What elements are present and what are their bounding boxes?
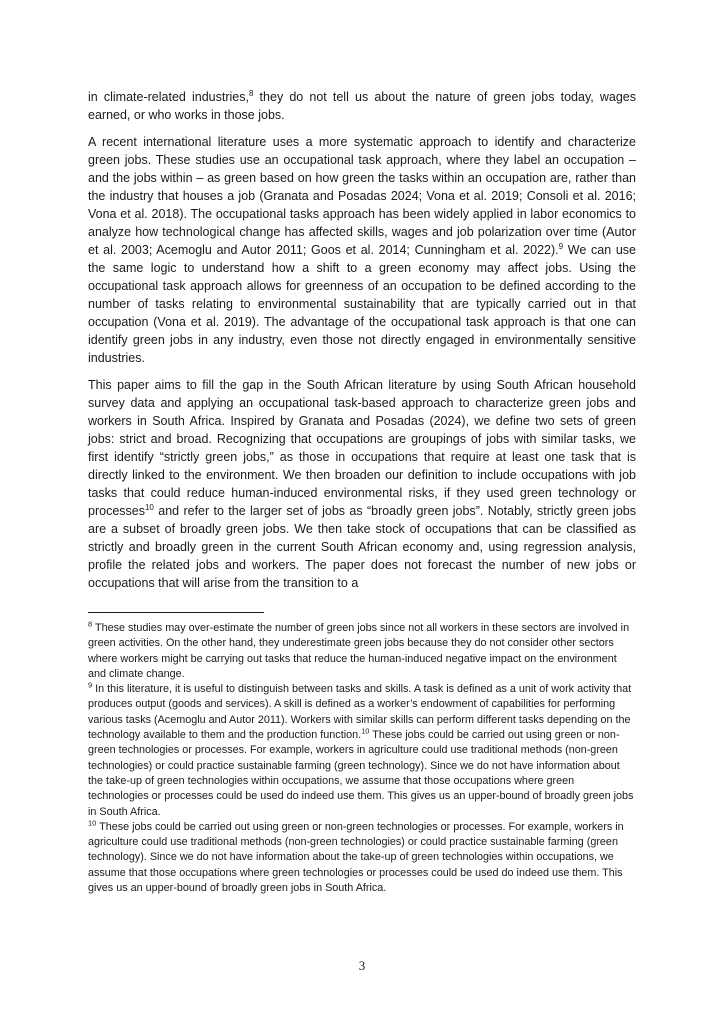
body-paragraph-1 (88, 88, 640, 124)
footnote-ref-9[interactable]: 9 (558, 241, 564, 251)
footnotes (88, 621, 636, 896)
paragraph-text: We can use the same logic to understand how a shift to a green economy may affect jobs. Using the occupational task approach allows for greenness of an occupation to be defined according to the number of tasks relating to environmental sustainability that are typically carried out in that occupation (Vona et al. 2019). The advantage of the occupational task approach is that one can identify green jobs in any industry, even those not directly engaged in environmentally sensitive industries. (88, 243, 640, 365)
footnote-9 (88, 682, 636, 820)
footnote-ref-10: 10 (361, 726, 370, 736)
footnote-number: 10 (88, 818, 97, 828)
body-paragraph-3 (88, 376, 640, 592)
page-number: 3 (358, 958, 366, 973)
paragraph-text: A recent international literature uses a more systematic approach to identify and characterize green jobs. These studies use an occupational task approach, where they label an occupation – and the jobs within – as green based on how green the tasks within an occupation are, rather than the industry that houses a job (Granata and Posadas 2024; Vona et al. 2019; Consoli et al. 2016; Vona et al. 2018). The occupational tasks approach has been widely applied in labor economics to analyze how technological change has affected skills, wages and job polarization over time (Autor et al. 2003; Acemoglu and Autor 2011; Goos et al. 2014; Cunningham et al. 2022). (88, 135, 640, 257)
footnote-text: In this literature, it is useful to distinguish between tasks and skills. A task is defined as a unit of work activity that produces output (goods and services). A skill is defined as a worker’s endowment of capabilities for performing various tasks (Acemoglu and Autor 2011). Workers with similar skills can perform different tasks depending on the technology available to them and the production function. (88, 683, 632, 742)
footnote-text: These jobs could be carried out using green or non-green technologies or processes. For example, workers in agriculture could use traditional methods (non-green technologies) or could practice sustainable farming (green technology). Since we do not have information about the take-up of green technologies within occupations, we assume that those occupations where green technologies or processes could be used do indeed use them. This gives us an upper-bound of broadly green jobs in South Africa. (88, 820, 624, 895)
footnote-number: 9 (88, 680, 93, 690)
footnote-text: These jobs could be carried out using green or non-green technologies or processes. For example, workers in agriculture could use traditional methods (non-green technologies) or could practice sustainable farming (green technology). Since we do not have information about the take-up of green technologies within occupations, we assume that those occupations where green technologies or processes could be used do indeed use them. This gives us an upper-bound of broadly green jobs in South Africa. (88, 729, 634, 818)
paragraph-text: and refer to the larger set of jobs as “broadly green jobs”. Notably, strictly green jobs are a subset of broadly green jobs. We then take stock of occupations that can be classified as strictly and broadly green in the current South African economy and, using regression analysis, profile the related jobs and workers. The paper does not forecast the number of new jobs or occupations that will arise from the transition to a (88, 504, 640, 590)
paragraph-text: in climate-related industries, (88, 90, 249, 104)
page-content (88, 88, 640, 896)
footnote-ref-10[interactable]: 10 (144, 502, 154, 512)
footnote-number: 8 (88, 619, 93, 629)
footnote-10 (88, 820, 636, 896)
paragraph-text: This paper aims to fill the gap in the South African literature by using South African household survey data and applying an occupational task-based approach to characterize green jobs and workers in South Africa. Inspired by Granata and Posadas (2024), we define two sets of green jobs: strict and broad. Recognizing that occupations are groupings of jobs with similar tasks, we first identify “strictly green jobs,” as those in occupations that require at least one task that is directly linked to the environment. We then broaden our definition to include occupations with job tasks that could reduce human-induced environmental risks, if they used green technology or processes (88, 378, 640, 518)
footnote-text: These studies may over-estimate the number of green jobs since not all workers in these sectors are involved in green activities. On the other hand, they underestimate green jobs because they do not consider other sectors where workers might be carrying out tasks that reduce the human-induced negative impact on the environment and climate change. (88, 622, 630, 680)
footnote-divider (88, 612, 264, 613)
footnote-8 (88, 621, 636, 682)
body-paragraph-2 (88, 133, 640, 367)
footnote-ref-8[interactable]: 8 (248, 88, 254, 98)
paragraph-text: they do not tell us about the nature of green jobs today, wages earned, or who works in those jobs. (88, 90, 640, 122)
